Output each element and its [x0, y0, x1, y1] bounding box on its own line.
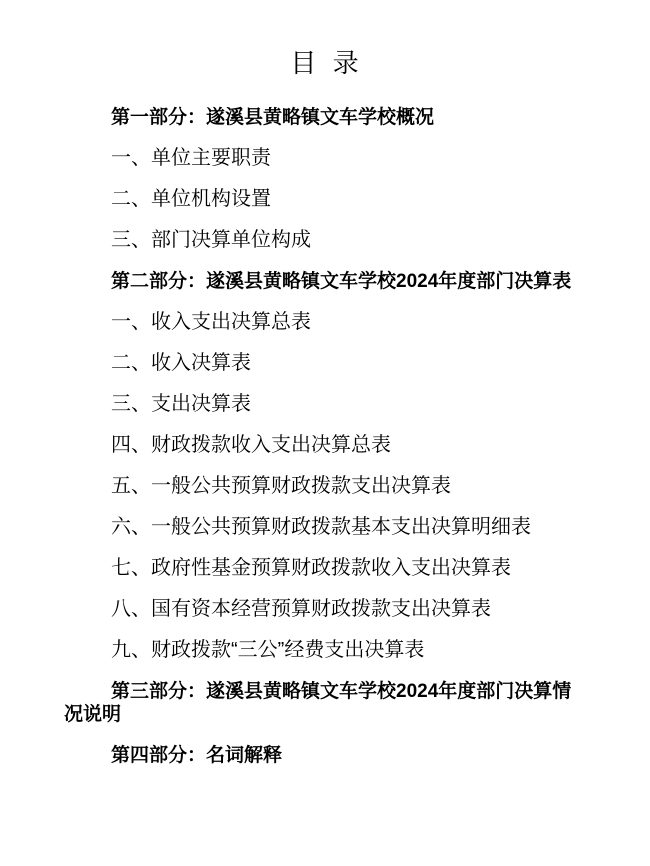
toc-part2-item-5: 五、一般公共预算财政拨款支出决算表	[111, 475, 451, 497]
toc-part1-item-2: 二、单位机构设置	[111, 188, 271, 210]
toc-title: 目 录	[290, 48, 360, 78]
toc-part2-item-9: 九、财政拨款“三公”经费支出决算表	[111, 639, 425, 661]
toc-part2-heading: 第二部分：遂溪县黄略镇文车学校2024年度部门决算表	[111, 271, 572, 292]
toc-part1-heading: 第一部分：遂溪县黄略镇文车学校概况	[111, 107, 435, 128]
toc-part1-item-3: 三、部门决算单位构成	[111, 229, 311, 251]
toc-part2-item-6: 六、一般公共预算财政拨款基本支出决算明细表	[111, 516, 531, 538]
toc-part2-item-1: 一、收入支出决算总表	[111, 311, 311, 333]
toc-part2-item-2: 二、收入决算表	[111, 352, 251, 374]
toc-part1-item-1: 一、单位主要职责	[111, 147, 271, 169]
toc-part4-heading: 第四部分：名词解释	[111, 745, 283, 766]
toc-part2-item-4: 四、财政拨款收入支出决算总表	[111, 434, 391, 456]
toc-part2-item-7: 七、政府性基金预算财政拨款收入支出决算表	[111, 557, 511, 579]
toc-part2-item-3: 三、支出决算表	[111, 393, 251, 415]
toc-part3-heading: 第三部分：遂溪县黄略镇文车学校2024年度部门决算情况说明	[64, 681, 572, 725]
toc-part2-item-8: 八、国有资本经营预算财政拨款支出决算表	[111, 598, 491, 620]
